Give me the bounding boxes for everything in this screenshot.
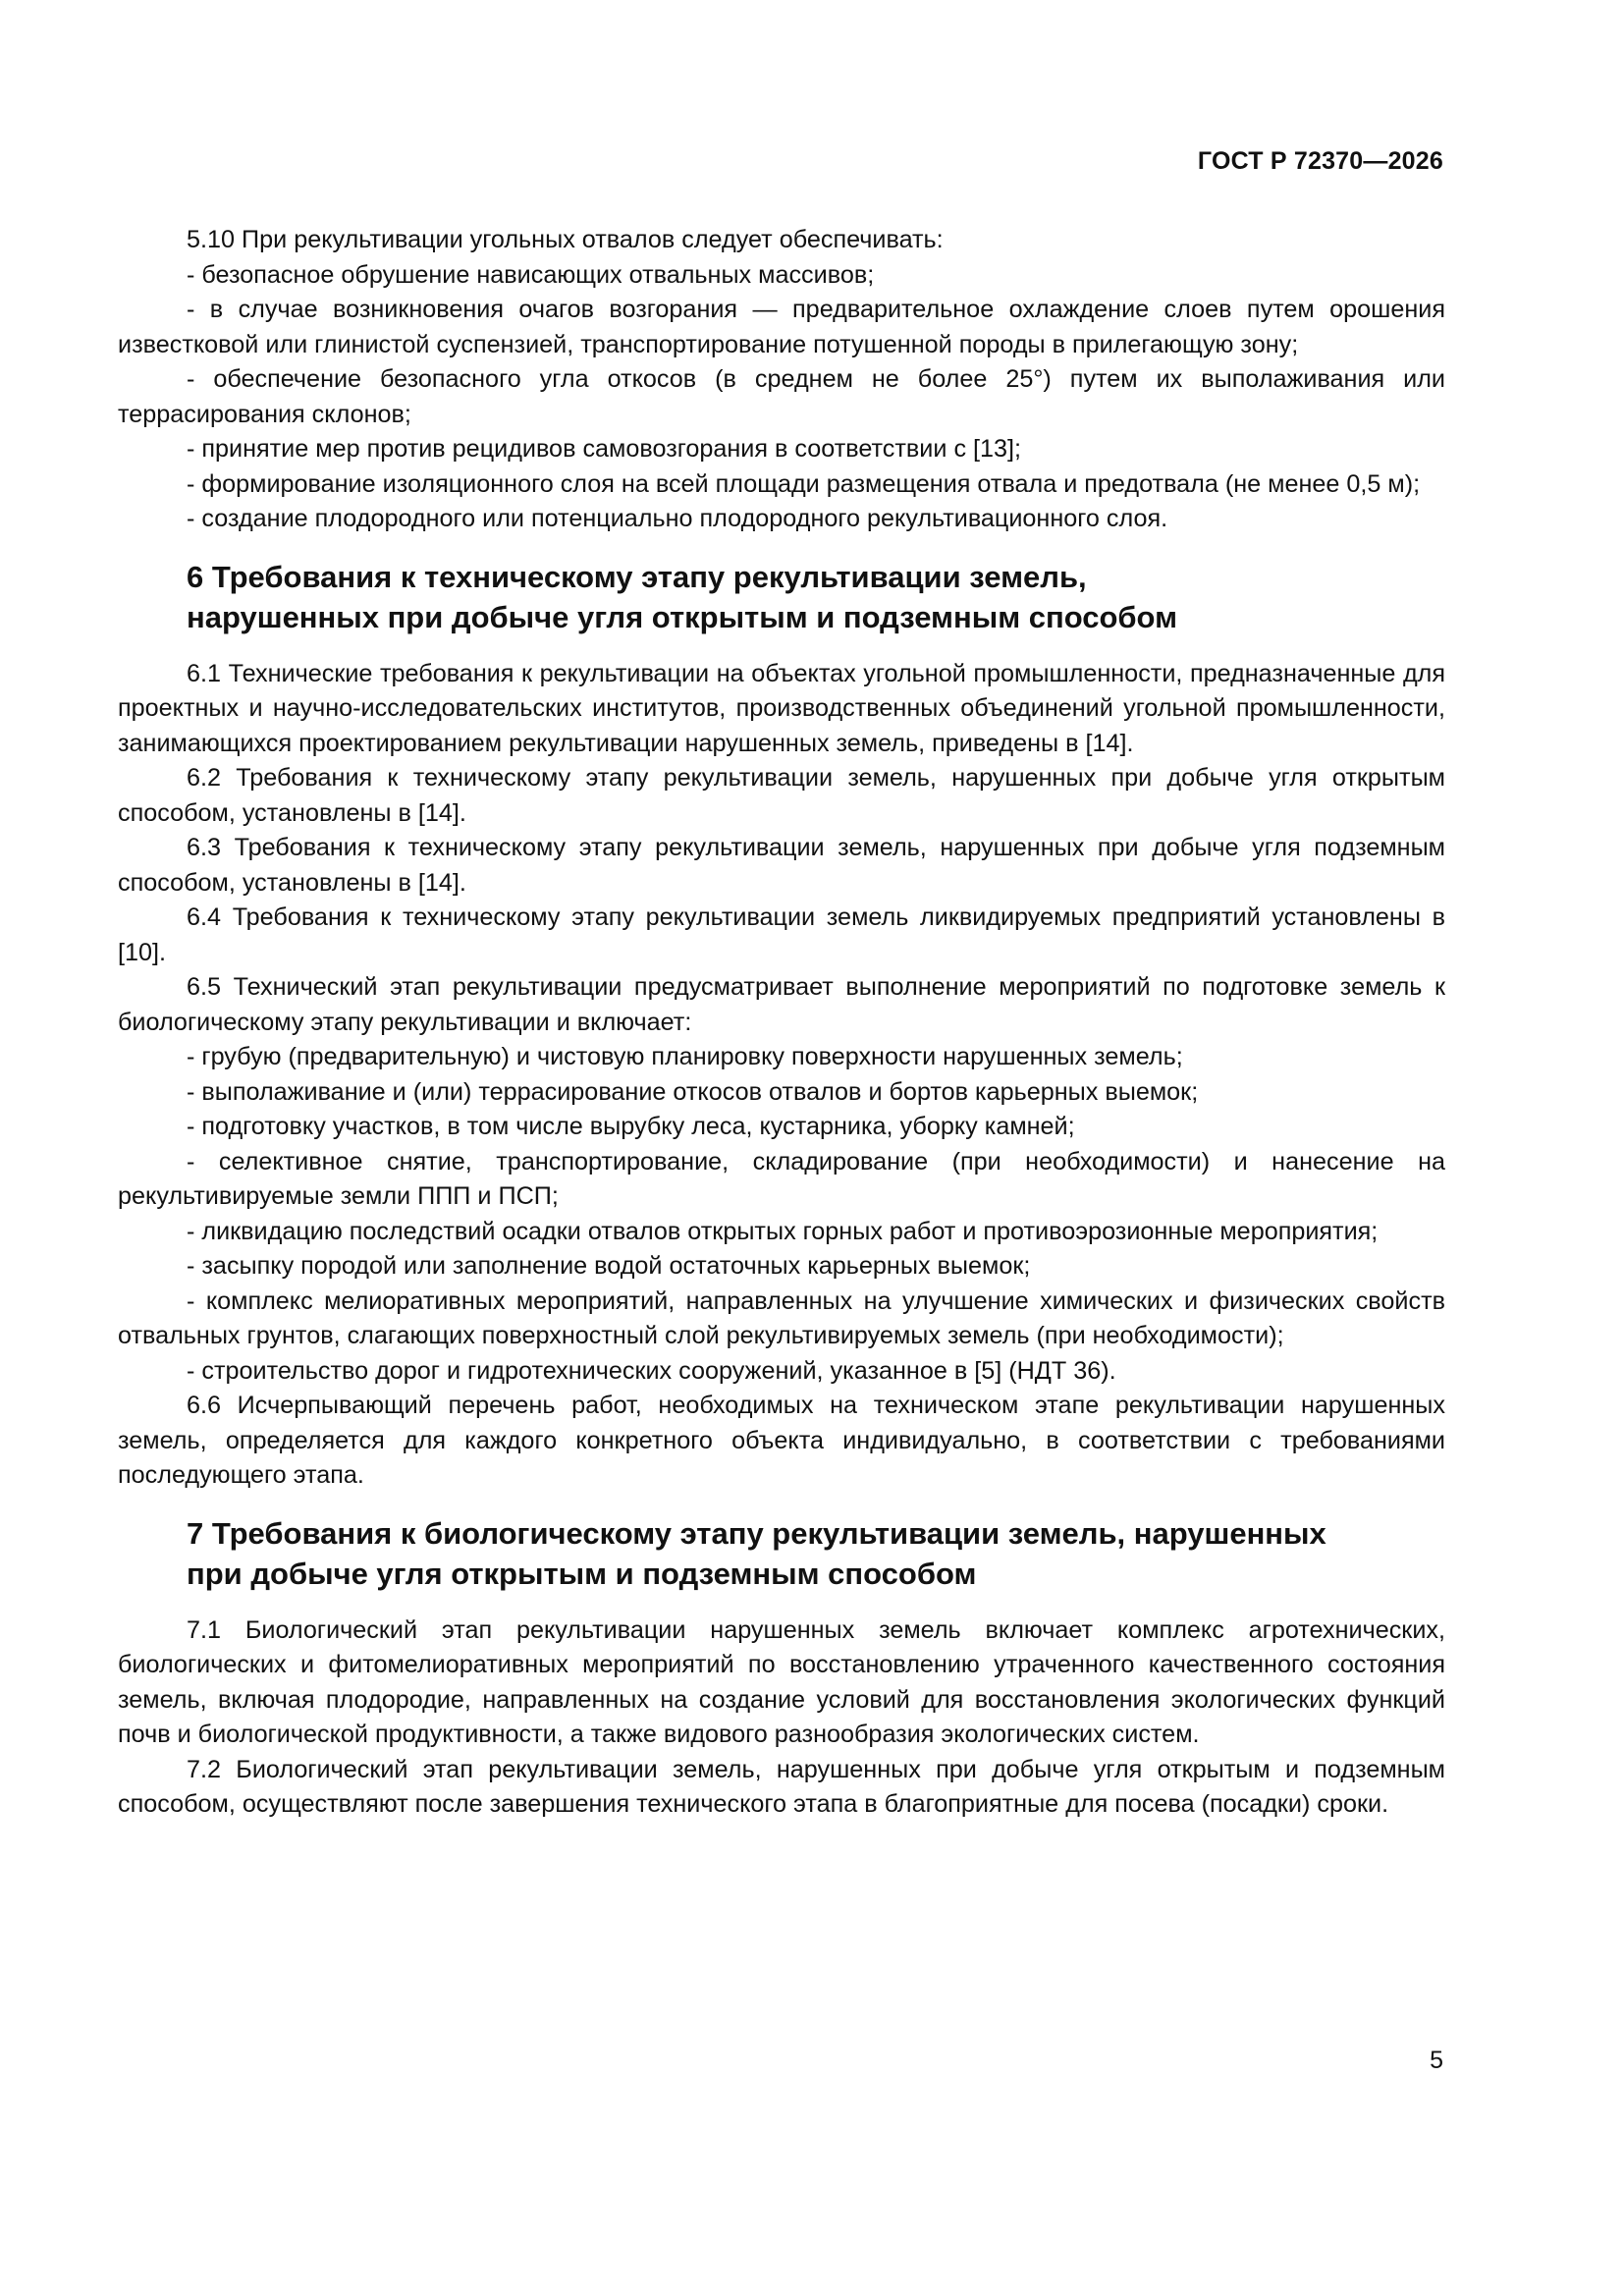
list-item-5-10-2: - в случае возникновения очагов возгорания — предварительное охлаждение слоев путем орошения известковой или глинистой суспензией, транспортирование потушенной породы в прилегающую зону; (118, 296, 1445, 358)
paragraph-6-3: 6.3 Требования к техническому этапу рекультивации земель, нарушенных при добыче угля подземным способом, установлены в [14]. (118, 834, 1445, 897)
list-item-6-5-3: - подготовку участков, в том числе вырубку леса, кустарника, уборку камней; (187, 1113, 1075, 1140)
section-7-heading-line-1: 7 Требования к биологическому этапу рекультивации земель, нарушенных (187, 1515, 1326, 1551)
document-code-header: ГОСТ Р 72370—2026 (1197, 147, 1443, 175)
list-item-6-5-5: - ликвидацию последствий осадки отвалов открытых горных работ и противоэрозионные мероприятия; (187, 1217, 1379, 1245)
paragraph-7-1: 7.1 Биологический этап рекультивации нарушенных земель включает комплекс агротехнических, биологических и фитомелиоративных мероприятий по восстановлению утраченного качественного состояния земель, включая плодородие, направленных на создание условий для восстановления экологических функций почв и биологической продуктивности, а также видового разнообразия экологических систем. (118, 1615, 1445, 1748)
section-6-heading-line-2: нарушенных при добыче угля открытым и подземным способом (187, 599, 1178, 634)
section-6-heading (118, 557, 1445, 637)
list-item-5-10-5: - формирование изоляционного слоя на всей площади размещения отвала и предотвала (не менее 0,5 м); (187, 469, 1421, 498)
section-7-heading-line-2: при добыче угля открытым и подземным способом (187, 1556, 977, 1591)
list-item-5-10-6: - создание плодородного или потенциально плодородного рекультивационного слоя. (187, 505, 1168, 532)
paragraph-5-10: 5.10 При рекультивации угольных отвалов следует обеспечивать: (187, 226, 944, 253)
section-6-heading-line-1: 6 Требования к техническому этапу рекультивации земель, (187, 559, 1087, 594)
list-item-6-5-8: - строительство дорог и гидротехнических сооружений, указанное в [5] (НДТ 36). (187, 1356, 1116, 1385)
paragraph-7-2: 7.2 Биологический этап рекультивации земель, нарушенных при добыче угля открытым и подземным способом, осуществляют после завершения технического этапа в благоприятные для посева (посадки) сроки. (118, 1755, 1445, 1818)
document-body (118, 223, 1445, 1823)
list-item-5-10-3: - обеспечение безопасного угла откосов (в среднем не более 25°) путем их выполаживания или террасирования склонов; (118, 365, 1445, 428)
paragraph-6-4: 6.4 Требования к техническому этапу рекультивации земель ликвидируемых предприятий установлены в [10]. (118, 903, 1445, 966)
paragraph-6-6: 6.6 Исчерпывающий перечень работ, необходимых на техническом этапе рекультивации нарушенных земель, определяется для каждого конкретного объекта индивидуально, в соответствии с требованиями последующего этапа. (118, 1392, 1445, 1489)
list-item-5-10-1: - безопасное обрушение нависающих отвальных массивов; (187, 260, 875, 289)
section-7-heading (118, 1513, 1445, 1594)
list-item-6-5-2: - выполаживание и (или) террасирование откосов отвалов и бортов карьерных выемок; (187, 1077, 1199, 1106)
paragraph-6-1: 6.1 Технические требования к рекультивации на объектах угольной промышленности, предназначенные для проектных и научно-исследовательских институтов, производственных объединений угольной промышленности, занимающихся проектированием рекультивации нарушенных земель, приведены в [14]. (118, 659, 1445, 757)
paragraph-6-5: 6.5 Технический этап рекультивации предусматривает выполнение мероприятий по подготовке земель к биологическому этапу рекультивации и включает: (118, 973, 1445, 1036)
list-item-6-5-6: - засыпку породой или заполнение водой остаточных карьерных выемок; (187, 1252, 1031, 1280)
paragraph-6-2: 6.2 Требования к техническому этапу рекультивации земель, нарушенных при добыче угля открытым способом, установлены в [14]. (118, 764, 1445, 827)
list-item-5-10-4: - принятие мер против рецидивов самовозгорания в соответствии с [13]; (187, 435, 1022, 463)
list-item-6-5-4: - селективное снятие, транспортирование, складирование (при необходимости) и нанесение на рекультивируемые земли ППП и ПСП; (118, 1147, 1445, 1210)
page-number: 5 (1430, 2047, 1443, 2074)
list-item-6-5-1: - грубую (предварительную) и чистовую планировку поверхности нарушенных земель; (187, 1043, 1183, 1070)
list-item-6-5-7: - комплекс мелиоративных мероприятий, направленных на улучшение химических и физических свойств отвальных грунтов, слагающих поверхностный слой рекультивируемых земель (при необходимости); (118, 1286, 1445, 1349)
